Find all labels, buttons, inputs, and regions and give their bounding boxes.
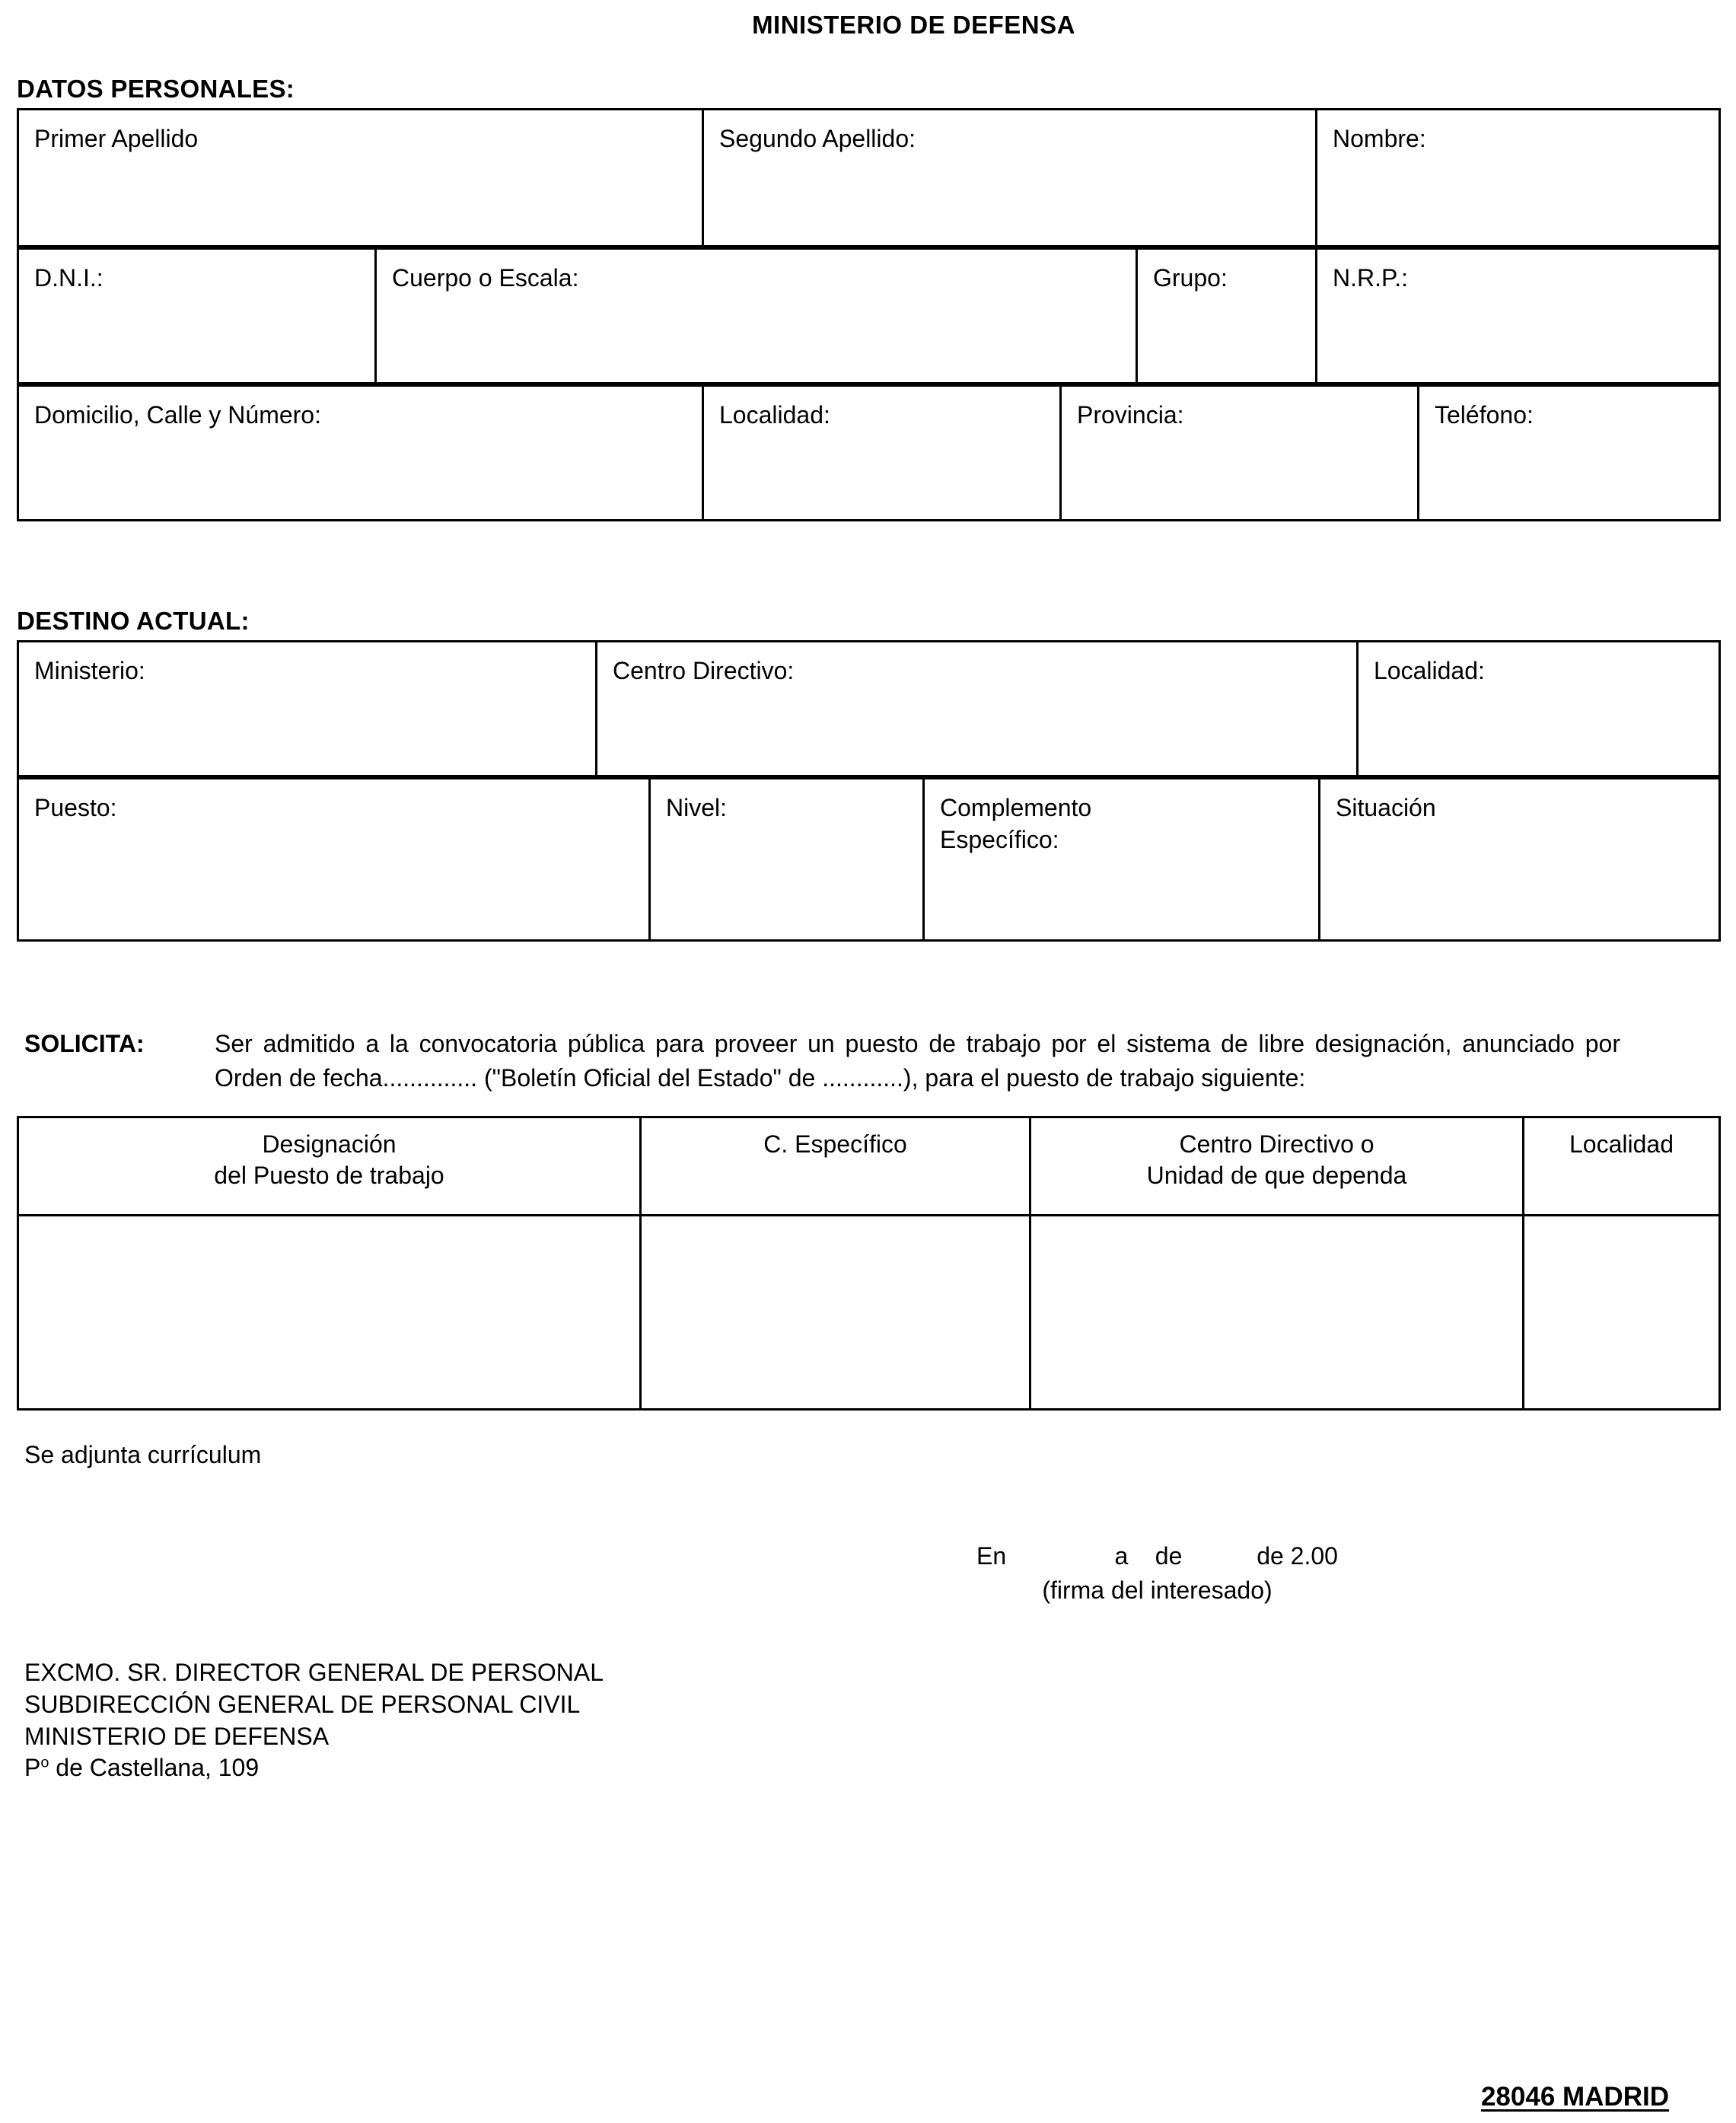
cell-centro-directivo[interactable] bbox=[1030, 1215, 1524, 1409]
cell-localidad[interactable] bbox=[1524, 1215, 1720, 1409]
street-prefix: P bbox=[24, 1754, 41, 1782]
header-line2: Unidad de que dependa bbox=[1146, 1162, 1407, 1190]
field-nrp[interactable] bbox=[1317, 249, 1720, 384]
column-header-c-especifico bbox=[641, 1117, 1030, 1215]
field-label: Grupo: bbox=[1153, 264, 1228, 292]
street-rest: de Castellana, 109 bbox=[49, 1754, 260, 1782]
field-dni[interactable] bbox=[18, 249, 376, 384]
street-ordinal: o bbox=[40, 1754, 49, 1771]
table-row bbox=[18, 386, 1720, 521]
document-title: MINISTERIO DE DEFENSA bbox=[752, 11, 1075, 39]
field-destino-complemento-especifico[interactable] bbox=[924, 779, 1320, 941]
cell-designacion[interactable] bbox=[18, 1215, 641, 1409]
field-destino-nivel[interactable] bbox=[650, 779, 924, 941]
signature-note: (firma del interesado) bbox=[1042, 1576, 1273, 1604]
field-localidad[interactable] bbox=[703, 386, 1061, 521]
solicita-label: SOLICITA: bbox=[24, 1030, 145, 1057]
field-label: Localidad: bbox=[1374, 657, 1485, 684]
section-spacer bbox=[17, 521, 1719, 607]
field-label: D.N.I.: bbox=[34, 264, 104, 292]
section-spacer bbox=[17, 942, 1719, 1027]
field-label-line1: Complemento bbox=[940, 794, 1092, 821]
personal-ids-table bbox=[17, 247, 1721, 384]
table-row bbox=[18, 779, 1720, 941]
city-postal-code: 28046 MADRID bbox=[1480, 2082, 1669, 2112]
field-label: Localidad: bbox=[719, 401, 830, 429]
field-destino-localidad[interactable] bbox=[1358, 642, 1720, 776]
date-line: En a de de 2.00 bbox=[976, 1541, 1338, 1570]
field-label: Teléfono: bbox=[1435, 401, 1534, 429]
column-header-centro-directivo bbox=[1030, 1117, 1524, 1215]
field-label-line2: Específico: bbox=[940, 825, 1059, 853]
field-nombre[interactable] bbox=[1317, 110, 1720, 247]
destino-bottom-table bbox=[17, 777, 1721, 942]
field-label: Cuerpo o Escala: bbox=[392, 264, 579, 292]
field-label: Nombre: bbox=[1333, 125, 1426, 152]
field-telefono[interactable] bbox=[1419, 386, 1720, 521]
curriculum-note: Se adjunta currículum bbox=[24, 1440, 262, 1468]
field-label: N.R.P.: bbox=[1333, 264, 1408, 292]
header-line1: C. Específico bbox=[763, 1130, 907, 1158]
field-primer-apellido[interactable] bbox=[18, 110, 703, 247]
field-label: Situación bbox=[1336, 794, 1436, 821]
field-label: Ministerio: bbox=[34, 657, 145, 684]
field-label: Puesto: bbox=[34, 794, 117, 821]
field-segundo-apellido[interactable] bbox=[703, 110, 1317, 247]
address-line-3: MINISTERIO DE DEFENSA bbox=[24, 1722, 330, 1750]
header-line1: Localidad bbox=[1569, 1130, 1674, 1158]
table-row bbox=[18, 642, 1720, 776]
field-label: Nivel: bbox=[666, 794, 728, 821]
field-label: Centro Directivo: bbox=[613, 657, 795, 684]
address-line-1: EXCMO. SR. DIRECTOR GENERAL DE PERSONAL bbox=[24, 1659, 604, 1687]
table-row bbox=[18, 110, 1720, 247]
solicita-text: Ser admitido a la convocatoria pública para proveer un puesto de trabajo por el sistema de libre designación, anunciado por Orden de fecha.............. ("Boletín Oficial del Estado" de ............), para el puesto de trabajo siguiente: bbox=[215, 1030, 1620, 1092]
recipient-address-block bbox=[17, 1657, 1719, 1784]
personal-address-table bbox=[17, 384, 1721, 521]
address-line-2: SUBDIRECCIÓN GENERAL DE PERSONAL CIVIL bbox=[24, 1691, 581, 1719]
field-cuerpo-escala[interactable] bbox=[376, 249, 1137, 384]
section-caption-datos-personales: DATOS PERSONALES: bbox=[17, 75, 295, 103]
header-line1: Designación bbox=[262, 1130, 397, 1158]
field-grupo[interactable] bbox=[1137, 249, 1317, 384]
field-label: Segundo Apellido: bbox=[719, 125, 916, 152]
cell-c-especifico[interactable] bbox=[641, 1215, 1030, 1409]
field-destino-ministerio[interactable] bbox=[18, 642, 597, 776]
field-label: Primer Apellido bbox=[34, 125, 199, 152]
field-provincia[interactable] bbox=[1061, 386, 1419, 521]
field-label: Domicilio, Calle y Número: bbox=[34, 401, 321, 429]
destino-top-table bbox=[17, 640, 1721, 777]
signature-block bbox=[17, 1539, 1719, 1608]
table-header-row bbox=[18, 1117, 1720, 1215]
solicita-block bbox=[17, 1027, 1719, 1096]
field-destino-situacion[interactable] bbox=[1320, 779, 1720, 941]
field-destino-puesto[interactable] bbox=[18, 779, 650, 941]
section-caption-destino-actual: DESTINO ACTUAL: bbox=[17, 607, 250, 635]
header-line1: Centro Directivo o bbox=[1179, 1130, 1374, 1158]
column-header-designacion bbox=[18, 1117, 641, 1215]
field-destino-centro-directivo[interactable] bbox=[597, 642, 1358, 776]
address-line-street bbox=[24, 1752, 1719, 1784]
personal-data-table bbox=[17, 108, 1721, 247]
field-label: Provincia: bbox=[1077, 401, 1184, 429]
table-row bbox=[18, 1215, 1720, 1409]
column-header-localidad bbox=[1524, 1117, 1720, 1215]
header-line2: del Puesto de trabajo bbox=[214, 1162, 444, 1190]
field-domicilio[interactable] bbox=[18, 386, 703, 521]
requested-post-table bbox=[17, 1116, 1721, 1411]
table-row bbox=[18, 249, 1720, 384]
